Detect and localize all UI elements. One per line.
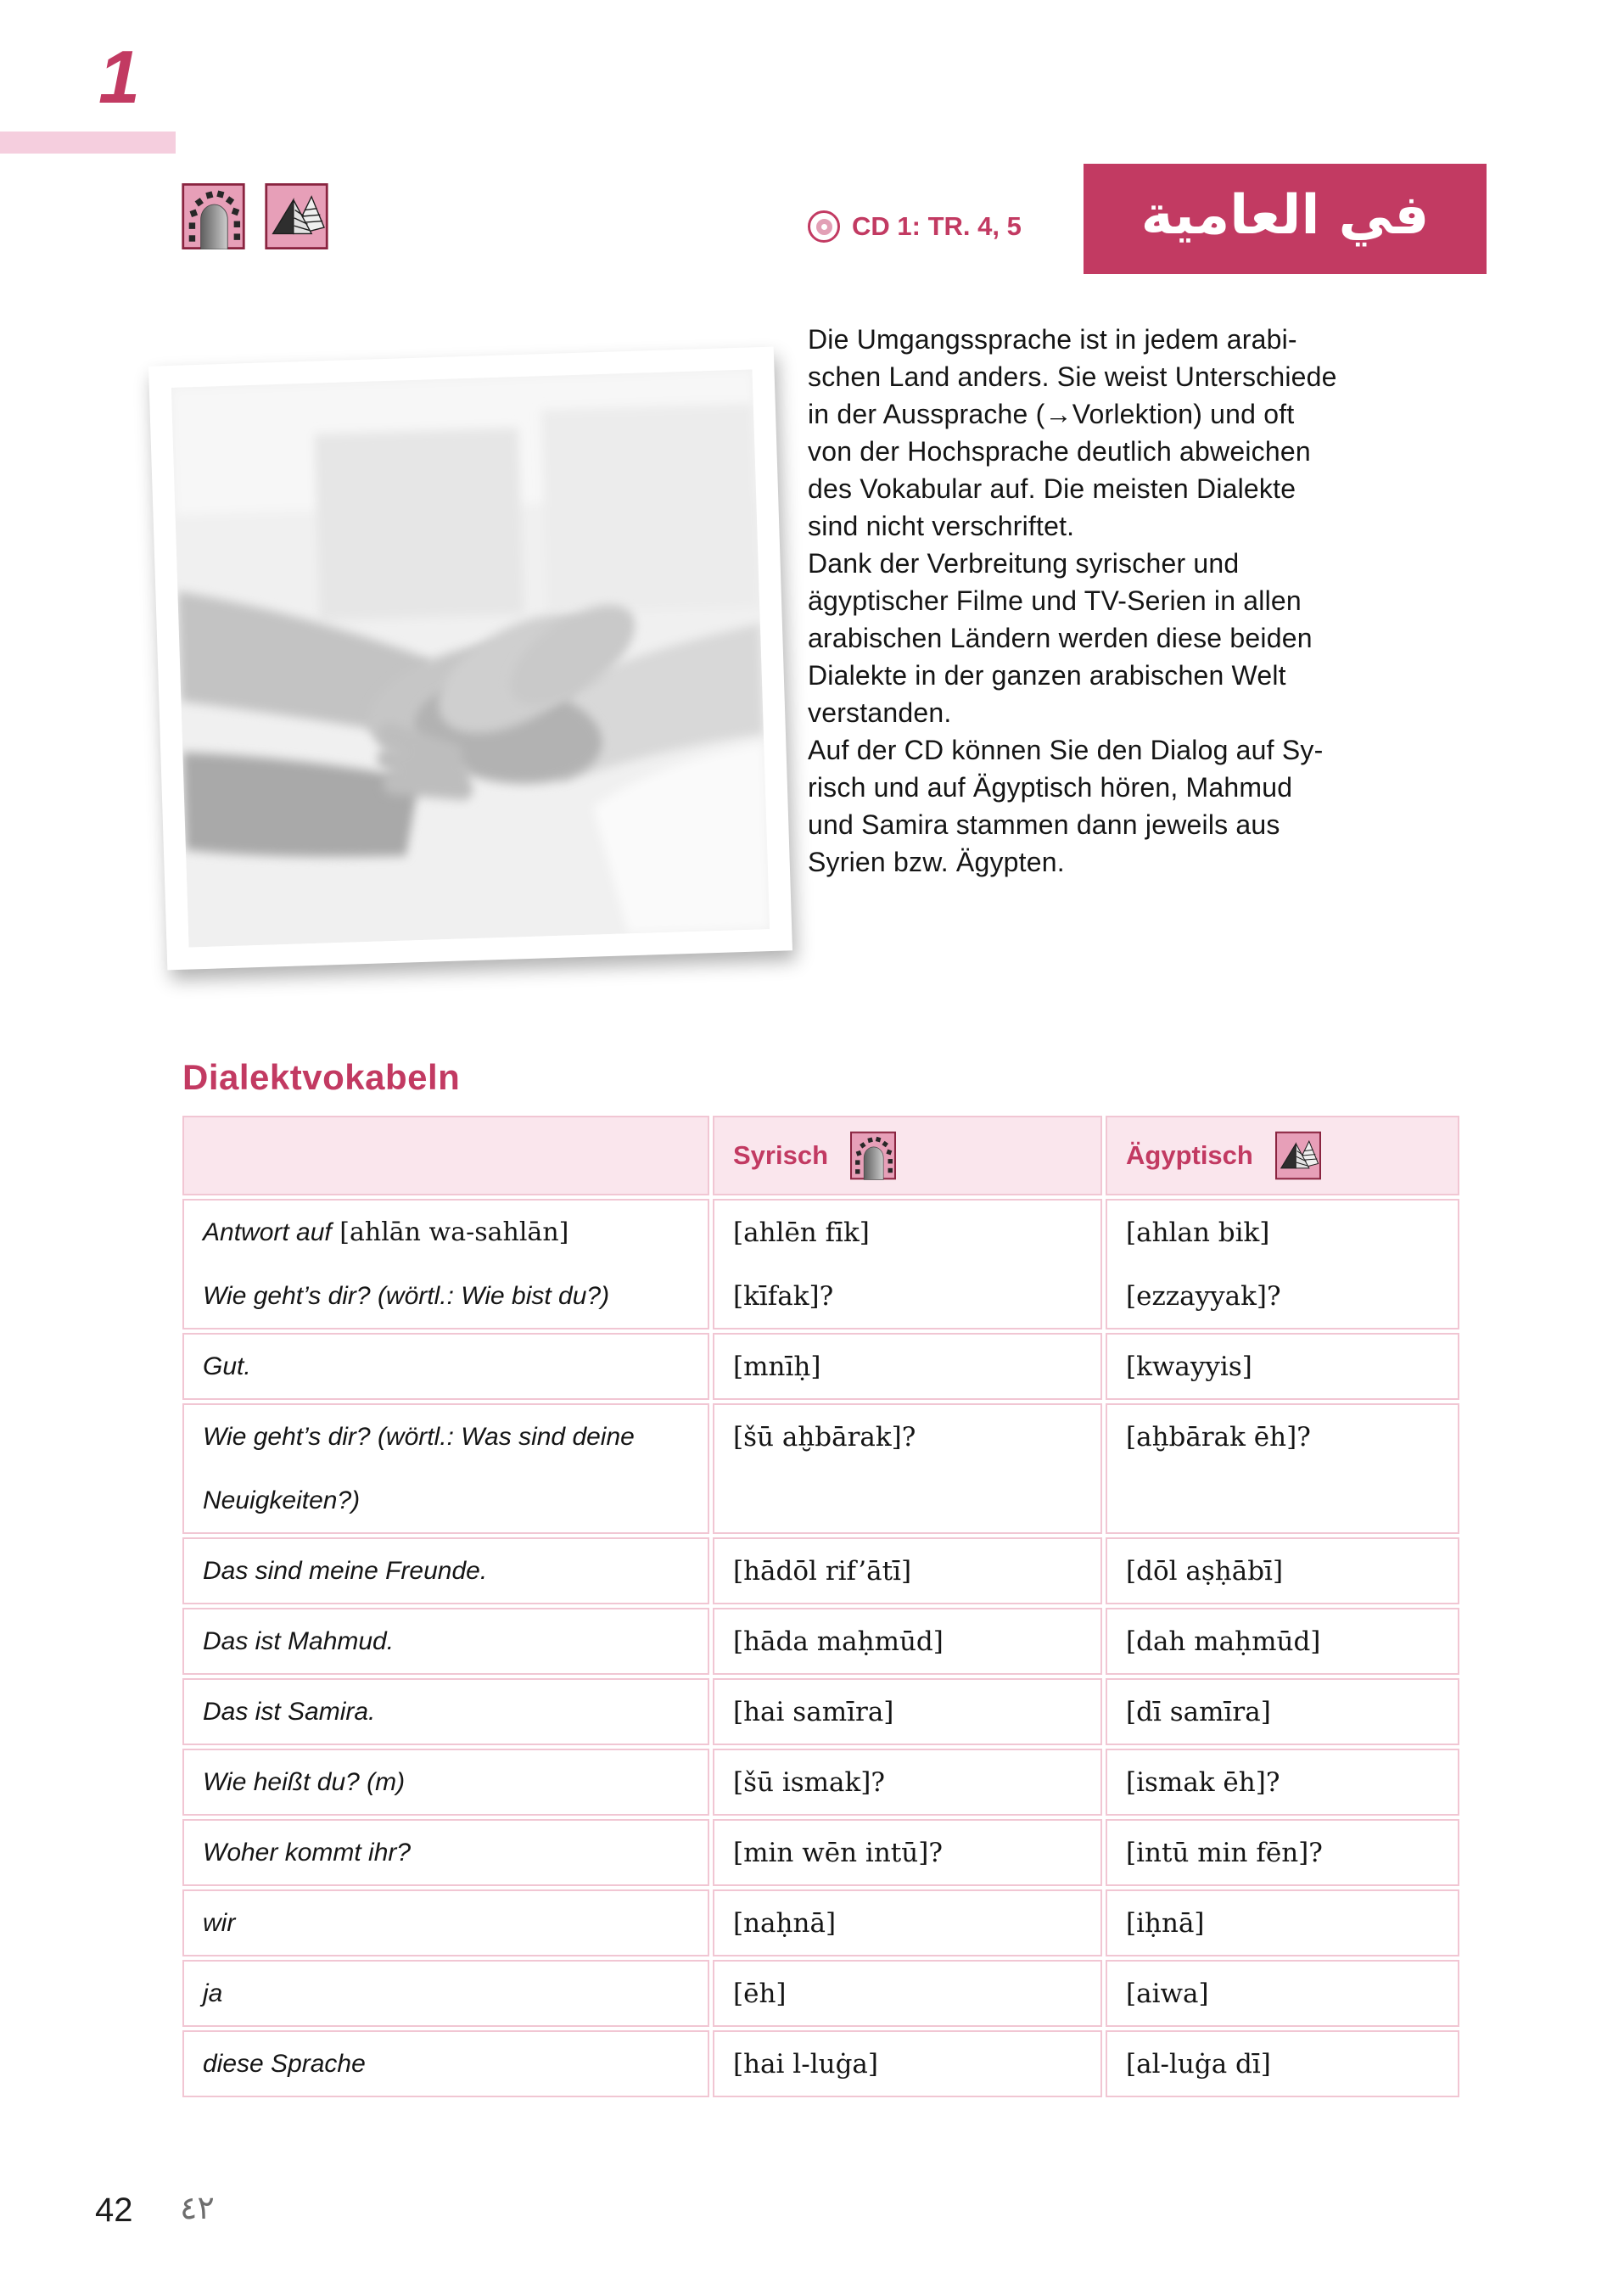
syrisch-cell: [šū aḫbārak]? <box>713 1403 1102 1534</box>
syrisch-cell: [ahlēn fīk] [kīfak]? <box>713 1199 1102 1329</box>
intro-line: Dank der Verbreitung syrischer und <box>808 548 1240 579</box>
intro-line: verstanden. <box>808 697 952 728</box>
intro-line: schen Land anders. Sie weist Unterschiede <box>808 361 1337 392</box>
handshake-photo-image <box>171 369 770 947</box>
vocab-table <box>182 1116 1459 2101</box>
intro-line: ägyptischer Filme und TV-Serien in allen <box>808 585 1302 616</box>
intro-line: des Vokabular auf. Die meisten Dialekte <box>808 473 1296 504</box>
syrisch-cell: [mnīḥ] <box>713 1333 1102 1400</box>
syrisch-cell: [hai samīra] <box>713 1678 1102 1745</box>
table-row <box>182 1608 1459 1675</box>
syrisch-cell: [hāda maḥmūd] <box>713 1608 1102 1675</box>
intro-line: arabischen Ländern werden diese beiden <box>808 623 1313 653</box>
header-cell-aegyptisch <box>1106 1116 1459 1195</box>
aegyptisch-cell: [dah maḥmūd] <box>1106 1608 1459 1675</box>
cd-label: CD 1: TR. 4, 5 <box>852 211 1022 241</box>
german-cell: Das sind meine Freunde. <box>182 1537 709 1604</box>
aegyptisch-cell: [ahlan bik] [ezzayyak]? <box>1106 1199 1459 1329</box>
german-cell: Wie heißt du? (m) <box>182 1749 709 1816</box>
aegyptisch-cell: [dī samīra] <box>1106 1678 1459 1745</box>
table-row <box>182 2030 1459 2097</box>
vocab-table-rows <box>182 1199 1459 2097</box>
syria-citadel-icon <box>182 183 245 249</box>
cd-icon <box>808 210 840 243</box>
table-row <box>182 1537 1459 1604</box>
german-cell: wir <box>182 1889 709 1956</box>
handshake-photo <box>148 347 792 971</box>
intro-line: sind nicht verschriftet. <box>808 511 1075 541</box>
page-number: 42 <box>95 2191 133 2229</box>
table-row <box>182 1678 1459 1745</box>
aegyptisch-cell: [aḫbārak ēh]? <box>1106 1403 1459 1534</box>
country-icons <box>182 183 328 249</box>
arabic-title: في العامية <box>1140 184 1430 247</box>
syrisch-cell: [ēh] <box>713 1960 1102 2027</box>
header-cell-syrisch <box>713 1116 1102 1195</box>
aegyptisch-cell: [iḥnā] <box>1106 1889 1459 1956</box>
german-cell: Das ist Mahmud. <box>182 1608 709 1675</box>
intro-line: und Samira stammen dann jeweils aus <box>808 809 1280 840</box>
table-row <box>182 1199 1459 1329</box>
syrisch-cell: [hādōl rif’ātī] <box>713 1537 1102 1604</box>
intro-text <box>808 321 1495 881</box>
syrisch-cell: [min wēn intū]? <box>713 1819 1102 1886</box>
col-header-aegyptisch: Ägyptisch <box>1126 1140 1253 1170</box>
table-row <box>182 1403 1459 1534</box>
syria-citadel-icon <box>850 1131 896 1180</box>
german-cell: Antwort auf [ahlān wa-sahlān] Wie geht’s dir? (wörtl.: Wie bist du?) <box>182 1199 709 1329</box>
intro-line: Dialekte in der ganzen arabischen Welt <box>808 660 1286 691</box>
german-cell: Gut. <box>182 1333 709 1400</box>
intro-line: risch und auf Ägyptisch hören, Mahmud <box>808 772 1293 803</box>
aegyptisch-cell: [ismak ēh]? <box>1106 1749 1459 1816</box>
german-cell: diese Sprache <box>182 2030 709 2097</box>
aegyptisch-cell: [kwayyis] <box>1106 1333 1459 1400</box>
intro-line: von der Hochsprache deutlich abweichen <box>808 436 1311 467</box>
table-header-row <box>182 1116 1459 1195</box>
table-row <box>182 1819 1459 1886</box>
intro-line: Auf der CD können Sie den Dialog auf Sy- <box>808 735 1324 765</box>
syrisch-cell: [hai l-luġa] <box>713 2030 1102 2097</box>
table-row <box>182 1889 1459 1956</box>
unit-number: 1 <box>98 35 140 119</box>
aegyptisch-cell: [dōl aṣḥābī] <box>1106 1537 1459 1604</box>
accent-bar <box>0 132 176 154</box>
egypt-pyramids-icon <box>265 183 328 249</box>
german-cell: ja <box>182 1960 709 2027</box>
syrisch-cell: [naḥnā] <box>713 1889 1102 1956</box>
page-number-arabic: ٤٢ <box>180 2189 215 2226</box>
col-header-syrisch: Syrisch <box>733 1140 829 1170</box>
egypt-pyramids-icon <box>1275 1131 1321 1180</box>
german-cell: Das ist Samira. <box>182 1678 709 1745</box>
cd-track-reference <box>808 210 1022 243</box>
aegyptisch-cell: [intū min fēn]? <box>1106 1819 1459 1886</box>
intro-line: Syrien bzw. Ägypten. <box>808 847 1065 877</box>
intro-line: in der Aussprache (→Vorlektion) und oft <box>808 399 1295 429</box>
aegyptisch-cell: [al-luġa dī] <box>1106 2030 1459 2097</box>
table-row <box>182 1333 1459 1400</box>
header-cell-empty <box>182 1116 709 1195</box>
syrisch-cell: [šū ismak]? <box>713 1749 1102 1816</box>
german-cell: Wie geht’s dir? (wörtl.: Was sind deine Neuigkeiten?) <box>182 1403 709 1534</box>
table-row <box>182 1749 1459 1816</box>
aegyptisch-cell: [aiwa] <box>1106 1960 1459 2027</box>
intro-line: Die Umgangssprache ist in jedem arabi- <box>808 324 1297 355</box>
table-row <box>182 1960 1459 2027</box>
german-cell: Woher kommt ihr? <box>182 1819 709 1886</box>
vocab-heading: Dialektvokabeln <box>182 1057 461 1097</box>
arabic-title-banner <box>1084 164 1487 274</box>
